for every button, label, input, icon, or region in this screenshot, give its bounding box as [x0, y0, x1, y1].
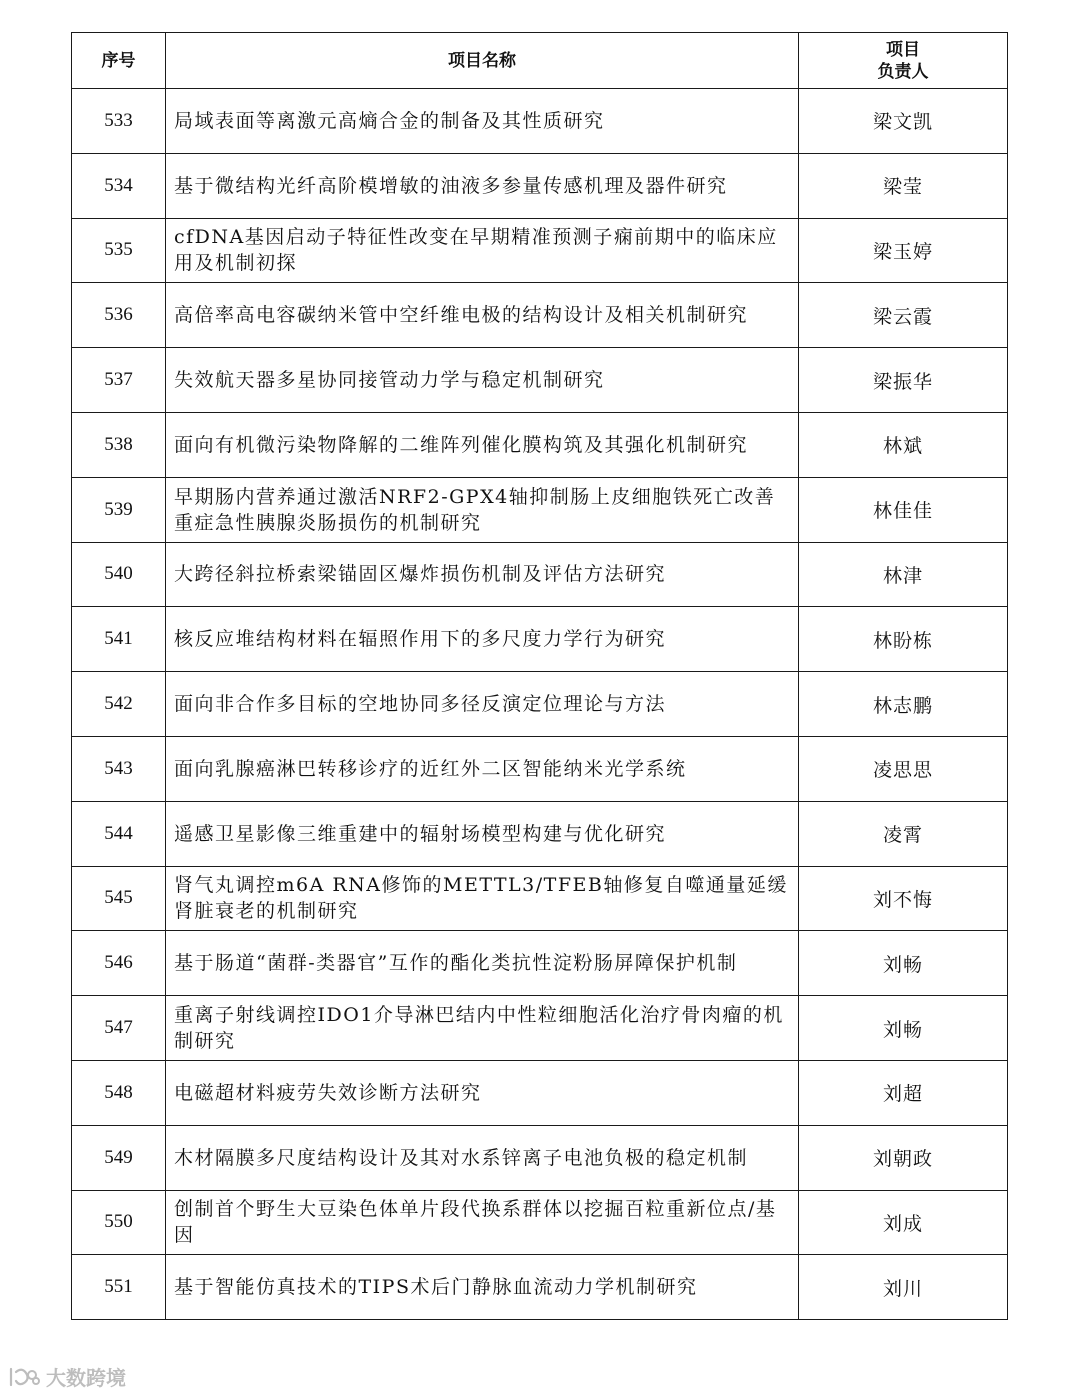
header-project-leader	[799, 33, 1008, 89]
cell-project-leader: 林斌	[799, 412, 1008, 477]
cell-serial-number: 533	[72, 89, 166, 154]
header-row	[72, 33, 1008, 89]
cell-project-leader: 刘朝政	[799, 1125, 1008, 1190]
table-row	[72, 736, 1008, 801]
cell-project-name: cfDNA基因启动子特征性改变在早期精准预测子痫前期中的临床应用及机制初探	[166, 218, 799, 283]
dashuju-logo-icon	[8, 1366, 40, 1388]
cell-serial-number: 548	[72, 1060, 166, 1125]
cell-serial-number: 541	[72, 607, 166, 672]
header-project-leader-line2: 负责人	[877, 61, 929, 82]
cell-serial-number: 546	[72, 931, 166, 996]
table-row	[72, 412, 1008, 477]
cell-project-name: 局域表面等离激元高熵合金的制备及其性质研究	[166, 89, 799, 154]
table-row	[72, 1125, 1008, 1190]
header-serial-number: 序号	[72, 33, 166, 89]
table-row	[72, 996, 1008, 1061]
cell-project-leader: 凌霄	[799, 801, 1008, 866]
cell-serial-number: 549	[72, 1125, 166, 1190]
cell-project-name: 大跨径斜拉桥索梁锚固区爆炸损伤机制及评估方法研究	[166, 542, 799, 607]
cell-project-name: 核反应堆结构材料在辐照作用下的多尺度力学行为研究	[166, 607, 799, 672]
table-row	[72, 672, 1008, 737]
table-row	[72, 607, 1008, 672]
table-row	[72, 931, 1008, 996]
table-row	[72, 866, 1008, 931]
cell-serial-number: 544	[72, 801, 166, 866]
table-row	[72, 153, 1008, 218]
table-row	[72, 283, 1008, 348]
cell-serial-number: 545	[72, 866, 166, 931]
cell-serial-number: 534	[72, 153, 166, 218]
cell-project-name: 电磁超材料疲劳失效诊断方法研究	[166, 1060, 799, 1125]
cell-project-name: 遥感卫星影像三维重建中的辐射场模型构建与优化研究	[166, 801, 799, 866]
cell-serial-number: 551	[72, 1255, 166, 1320]
cell-project-name: 木材隔膜多尺度结构设计及其对水系锌离子电池负极的稳定机制	[166, 1125, 799, 1190]
table-header	[72, 33, 1008, 89]
cell-project-name: 肾气丸调控m6A RNA修饰的METTL3/TFEB轴修复自噬通量延缓肾脏衰老的机制研究	[166, 866, 799, 931]
table-body	[72, 89, 1008, 1320]
cell-project-name: 创制首个野生大豆染色体单片段代换系群体以挖掘百粒重新位点/基因	[166, 1190, 799, 1255]
cell-project-name: 早期肠内营养通过激活NRF2-GPX4轴抑制肠上皮细胞铁死亡改善重症急性胰腺炎肠损伤的机制研究	[166, 477, 799, 542]
cell-serial-number: 537	[72, 348, 166, 413]
cell-serial-number: 547	[72, 996, 166, 1061]
cell-serial-number: 542	[72, 672, 166, 737]
header-project-leader-line1: 项目	[886, 39, 920, 60]
table-row	[72, 1060, 1008, 1125]
table-row	[72, 348, 1008, 413]
table-row	[72, 1255, 1008, 1320]
cell-project-leader: 刘成	[799, 1190, 1008, 1255]
cell-project-leader: 林志鹏	[799, 672, 1008, 737]
cell-project-name: 面向乳腺癌淋巴转移诊疗的近红外二区智能纳米光学系统	[166, 736, 799, 801]
cell-serial-number: 535	[72, 218, 166, 283]
cell-project-name: 面向有机微污染物降解的二维阵列催化膜构筑及其强化机制研究	[166, 412, 799, 477]
cell-project-name: 基于智能仿真技术的TIPS术后门静脉血流动力学机制研究	[166, 1255, 799, 1320]
cell-project-leader: 刘不悔	[799, 866, 1008, 931]
cell-project-name: 面向非合作多目标的空地协同多径反演定位理论与方法	[166, 672, 799, 737]
cell-project-leader: 梁云霞	[799, 283, 1008, 348]
cell-project-leader: 梁莹	[799, 153, 1008, 218]
cell-project-leader: 刘畅	[799, 931, 1008, 996]
cell-project-name: 重离子射线调控IDO1介导淋巴结内中性粒细胞活化治疗骨肉瘤的机制研究	[166, 996, 799, 1061]
header-project-name: 项目名称	[166, 33, 799, 89]
cell-serial-number: 543	[72, 736, 166, 801]
watermark	[8, 1362, 126, 1391]
cell-serial-number: 538	[72, 412, 166, 477]
cell-project-name: 高倍率高电容碳纳米管中空纤维电极的结构设计及相关机制研究	[166, 283, 799, 348]
cell-project-leader: 林津	[799, 542, 1008, 607]
cell-project-leader: 林佳佳	[799, 477, 1008, 542]
cell-serial-number: 536	[72, 283, 166, 348]
table-row	[72, 542, 1008, 607]
watermark-text: 大数跨境	[46, 1366, 126, 1390]
cell-project-leader: 梁振华	[799, 348, 1008, 413]
cell-project-leader: 梁文凯	[799, 89, 1008, 154]
table-row	[72, 89, 1008, 154]
cell-project-leader: 刘超	[799, 1060, 1008, 1125]
cell-project-name: 失效航天器多星协同接管动力学与稳定机制研究	[166, 348, 799, 413]
table-row	[72, 218, 1008, 283]
cell-project-leader: 梁玉婷	[799, 218, 1008, 283]
cell-project-leader: 刘畅	[799, 996, 1008, 1061]
cell-project-leader: 刘川	[799, 1255, 1008, 1320]
cell-serial-number: 550	[72, 1190, 166, 1255]
table-row	[72, 477, 1008, 542]
table-row	[72, 1190, 1008, 1255]
cell-serial-number: 539	[72, 477, 166, 542]
project-table	[71, 32, 1008, 1320]
table-row	[72, 801, 1008, 866]
cell-project-leader: 凌思思	[799, 736, 1008, 801]
cell-serial-number: 540	[72, 542, 166, 607]
cell-project-name: 基于肠道“菌群-类器官”互作的酯化类抗性淀粉肠屏障保护机制	[166, 931, 799, 996]
cell-project-name: 基于微结构光纤高阶模增敏的油液多参量传感机理及器件研究	[166, 153, 799, 218]
cell-project-leader: 林盼栋	[799, 607, 1008, 672]
